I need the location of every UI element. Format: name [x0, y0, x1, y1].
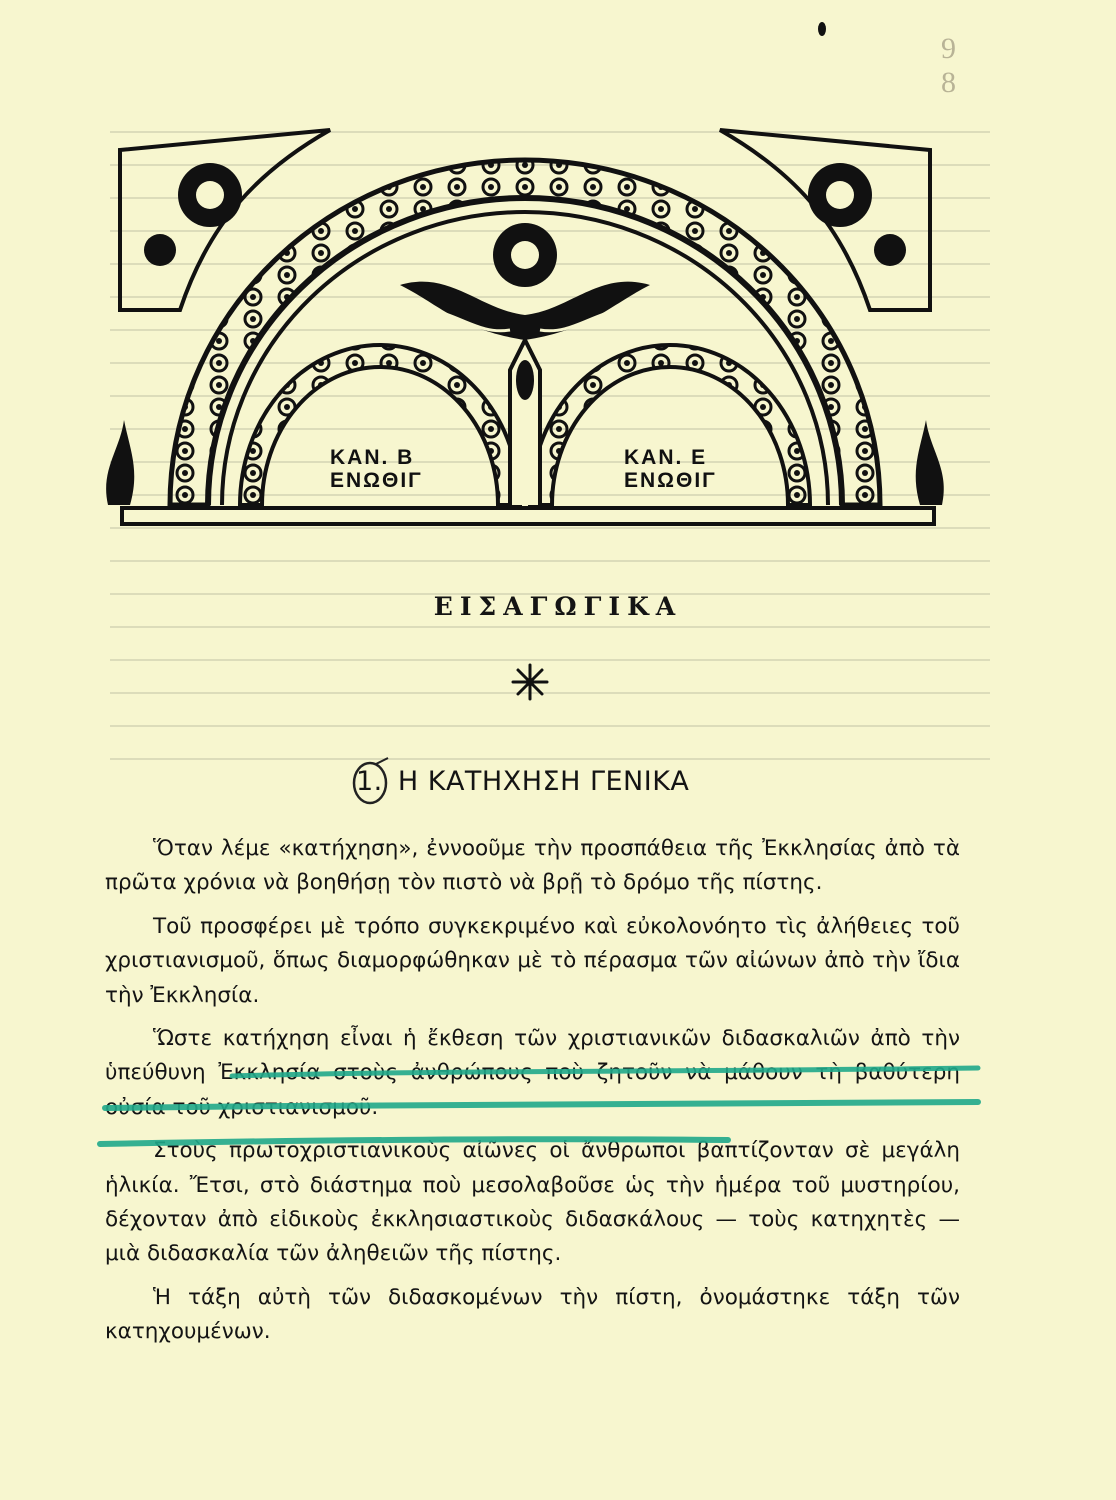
paragraph: Ἡ τάξη αὐτὴ τῶν διδασκομένων τὴν πίστη, ὀνομάστηκε τάξη τῶν κατηχουμένων. [105, 1284, 960, 1345]
left-arch-caption [330, 446, 423, 492]
asterisk-ornament-icon [510, 662, 550, 702]
margin-page-mark: 9 [941, 32, 956, 65]
caption-line: ΚΑΝ. Β [330, 446, 415, 469]
section-title: ΕΙΣΑΓΩΓΙΚΑ [433, 592, 683, 621]
right-arch-caption [624, 446, 717, 492]
ink-spot [818, 22, 826, 36]
margin-page-mark: 8 [941, 66, 956, 99]
caption-line: ΕΝΩΘΙΓ [624, 469, 717, 493]
chapter-title: Η ΚΑΤΗΧΗΣΗ ΓΕΝΙΚΑ [397, 766, 690, 797]
caption-line: ΕΝΩΘΙΓ [330, 469, 423, 493]
paragraph: Ὅταν λέμε «κατήχηση», ἐννοοῦμε τὴν προσπάθεια τῆς Ἐκκλησίας ἀπὸ τὰ πρῶτα χρόνια νὰ βοηθήσῃ τὸν πιστὸ νὰ βρῇ τὸ δρόμο τῆς πίστης. [105, 836, 960, 896]
chapter-heading [356, 766, 689, 797]
paragraph: Τοῦ προσφέρει μὲ τρόπο συγκεκριμένο καὶ εὐκολονόητο τὶς ἀλήθειες τοῦ χριστιανισμοῦ, ὅπως διαμορφώθηκαν μὲ τὸ πέρασμα τῶν αἰώνων ἀπὸ τὴν ἴδια τὴν Ἐκκλησία. [105, 913, 960, 1008]
body-text [105, 832, 960, 1359]
paragraph-highlighted: Ὥστε κατήχηση εἶναι ἡ ἔκθεση τῶν χριστιανικῶν διδασκαλιῶν ἀπὸ τὴν ὑπεύθυνη Ἐκκλησία στοὺς ἀνθρώπους ποὺ ζητοῦν νὰ μάθουν τὴ βαθύτερη οὐσία τοῦ χριστιανισμοῦ. [105, 1026, 960, 1120]
paragraph: Στοὺς πρωτοχριστιανικοὺς αἰῶνες οἱ ἄνθρωποι βαπτίζονταν σὲ μεγάλη ἡλικία. Ἔτσι, στὸ διάστημα ποὺ μεσολαβοῦσε ὡς τὴν ἡμέρα τοῦ μυστηρίου, δέχονταν ἀπὸ εἰδικοὺς ἐκκλησιαστικοὺς διδασκάλους — τοὺς κατηχητὲς — μιὰ διδασκαλία τῶν ἀληθειῶν τῆς πίστης. [105, 1138, 960, 1267]
chapter-number: 1. [356, 766, 383, 797]
byzantine-arch-ornament [100, 110, 950, 540]
caption-line: ΚΑΝ. Ε [624, 446, 708, 469]
